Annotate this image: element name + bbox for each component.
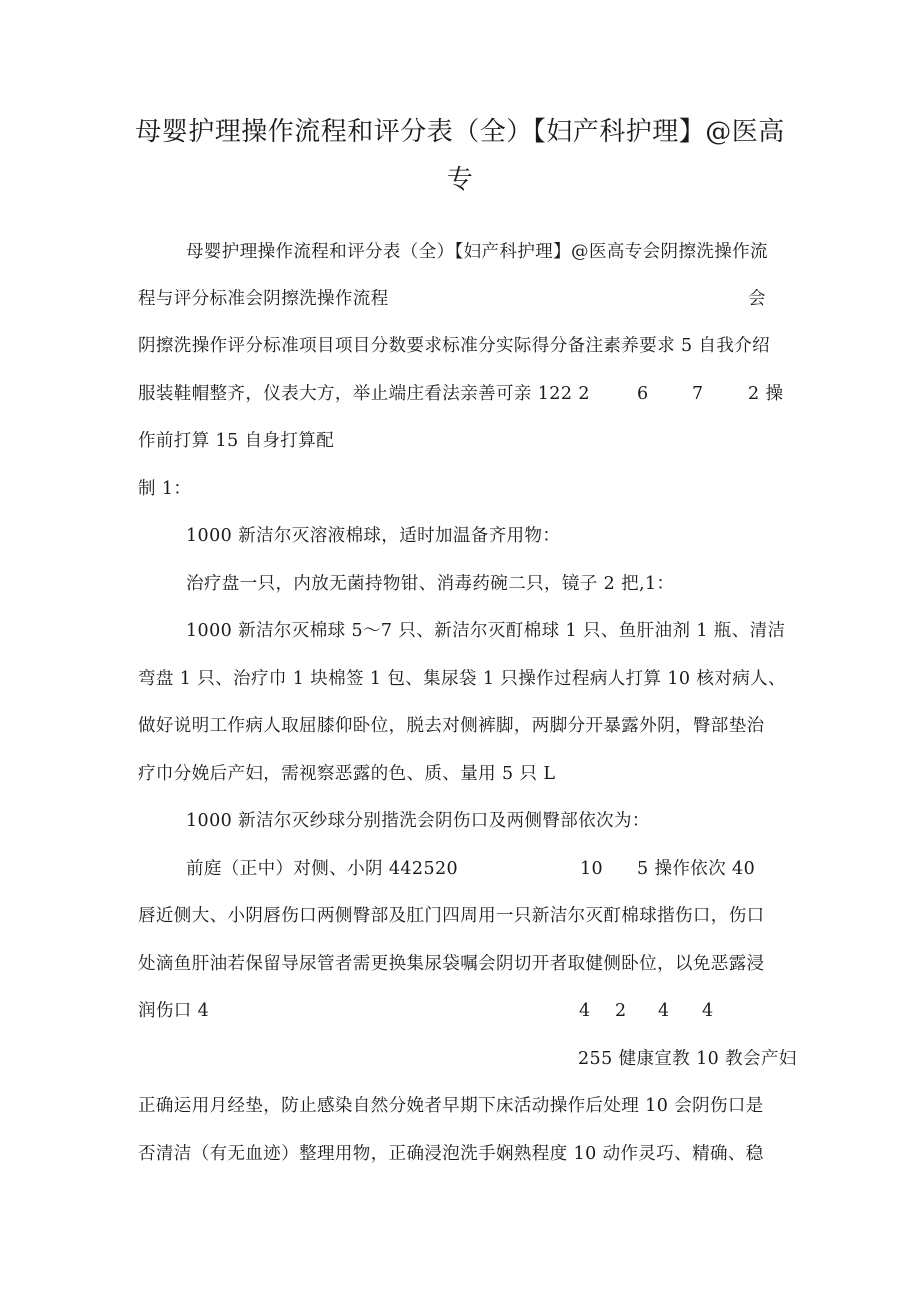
body-line-4-end: 2 操 [748, 384, 784, 404]
body-line-6: 制 1： [138, 479, 192, 499]
body-line-17-score-3: 4 [658, 1001, 670, 1021]
body-line-20: 否清洁（有无血迹）整理用物，正确浸泡洗手娴熟程度 10 动作灵巧、精确、稳 [138, 1144, 764, 1164]
body-line-14-text: 前庭（正中）对侧、小阴 442520 [186, 859, 459, 879]
body-line-2-text: 程与评分标准会阴擦洗操作流程 [138, 289, 389, 309]
body-line-17-score-2: 2 [615, 1001, 627, 1021]
body-line-11: 做好说明工作病人取屈膝仰卧位，脱去对侧裤脚，两脚分开暴露外阴，臀部垫治 [138, 716, 765, 736]
body-line-8: 治疗盘一只，内放无菌持物钳、消毒药碗二只，镜子 2 把,1： [186, 574, 675, 594]
body-line-17-text: 润伤口 4 [138, 1001, 210, 1021]
body-line-13: 1000 新洁尔灭纱球分别揩洗会阴伤口及两侧臀部依次为： [186, 811, 650, 831]
body-line-17-score-4: 4 [702, 1001, 714, 1021]
body-line-4 [138, 382, 788, 406]
body-line-17 [138, 999, 738, 1023]
body-line-9: 1000 新洁尔灭棉球 5～7 只、新洁尔灭酊棉球 1 只、鱼肝油剂 1 瓶、清洁 [186, 621, 786, 641]
title-line-1: 母婴护理操作流程和评分表（全）【妇产科护理】@医高 [135, 117, 785, 147]
body-line-12: 疗巾分娩后产妇，需视察恶露的色、质、量用 5 只 L [138, 764, 556, 784]
title-line-2: 专 [446, 165, 474, 195]
body-line-2-end: 会 [748, 289, 766, 309]
body-line-4-text: 服装鞋帽整齐，仪表大方，举止端庄看法亲善可亲 122 2 [138, 384, 590, 404]
body-line-4-score-2: 7 [692, 384, 704, 404]
document-title [110, 108, 810, 204]
body-line-4-score-1: 6 [637, 384, 649, 404]
body-line-14 [186, 857, 776, 881]
body-line-17-score-1: 4 [579, 1001, 591, 1021]
body-line-16: 处滴鱼肝油若保留导尿管者需更换集尿袋嘱会阴切开者取健侧卧位，以免恶露浸 [138, 954, 765, 974]
body-line-14-score: 10 [580, 859, 604, 879]
body-line-2 [138, 287, 778, 311]
body-line-10: 弯盘 1 只、治疗巾 1 块棉签 1 包、集尿袋 1 只操作过程病人打算 10 核对病人、 [138, 669, 786, 689]
body-line-15: 唇近侧大、小阴唇伤口两侧臀部及肛门四周用一只新洁尔灭酊棉球揩伤口，伤口 [138, 906, 765, 926]
body-line-19: 正确运用月经垫，防止感染自然分娩者早期下床活动操作后处理 10 会阴伤口是 [138, 1096, 764, 1116]
body-line-7: 1000 新洁尔灭溶液棉球，适时加温备齐用物： [186, 526, 561, 546]
body-line-5: 作前打算 15 自身打算配 [138, 431, 335, 451]
body-line-18: 255 健康宣教 10 教会产妇 [578, 1049, 797, 1069]
body-line-14-end: 5 操作依次 40 [637, 859, 756, 879]
body-line-1: 母婴护理操作流程和评分表（全）【妇产科护理】@医高专会阴擦洗操作流 [186, 242, 768, 262]
body-line-3: 阴擦洗操作评分标准项目项目分数要求标准分实际得分备注素养要求 5 自我介绍 [138, 336, 771, 356]
